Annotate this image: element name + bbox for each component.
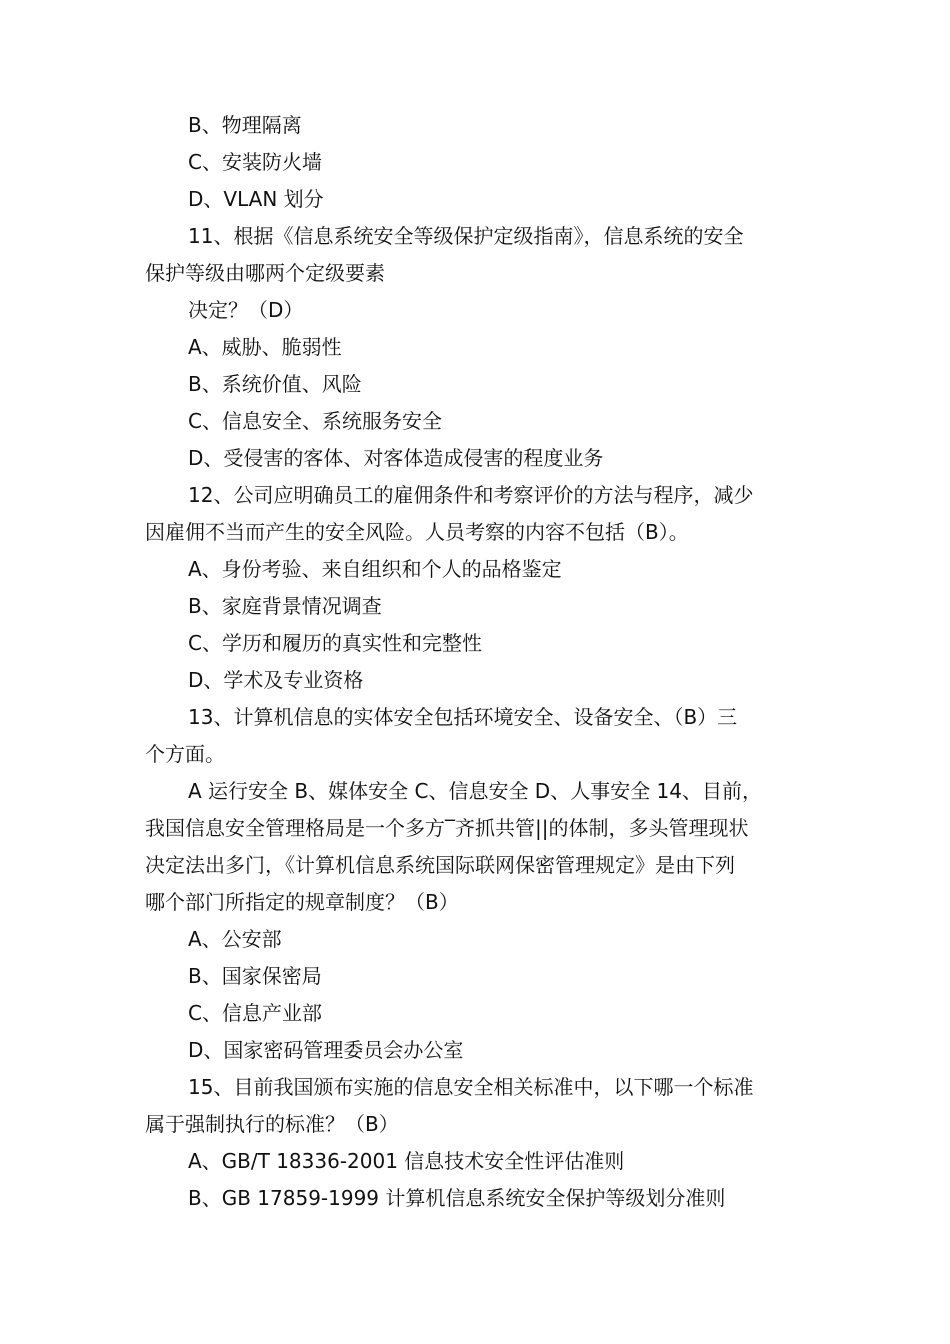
text-line: D、国家密码管理委员会办公室	[188, 1038, 464, 1062]
text-line: A、公安部	[188, 927, 282, 951]
text-line: A、GB/T 18336-2001 信息技术安全性评估准则	[188, 1149, 625, 1173]
text-line: 决定法出多门，《计算机信息系统国际联网保密管理规定》是由下列	[145, 853, 735, 877]
text-line: C、安装防火墙	[188, 150, 322, 174]
text-line: A 运行安全 B、媒体安全 C、信息安全 D、人事安全 14、目前，	[188, 779, 763, 803]
text-line: B、家庭背景情况调查	[188, 594, 382, 618]
text-line: 12、公司应明确员工的雇佣条件和考察评价的方法与程序，减少	[188, 483, 754, 507]
text-line: D、VLAN 划分	[188, 187, 324, 211]
text-line: 决定？（D）	[188, 298, 304, 322]
text-line: 个方面。	[145, 742, 225, 766]
text-line: 属于强制执行的标准？（B）	[145, 1112, 399, 1136]
text-line: 因雇佣不当而产生的安全风险。人员考察的内容不包括（B）。	[145, 520, 689, 544]
text-line: C、学历和履历的真实性和完整性	[188, 631, 482, 655]
text-line: 我国信息安全管理格局是一个多方‾齐抓共管||的体制，多头管理现状	[145, 816, 749, 840]
document-page	[145, 107, 810, 1217]
text-line: 哪个部门所指定的规章制度？（B）	[145, 890, 459, 914]
text-line: B、国家保密局	[188, 964, 322, 988]
text-line: B、GB 17859-1999 计算机信息系统安全保护等级划分准则	[188, 1186, 726, 1210]
text-line: B、系统价值、风险	[188, 372, 362, 396]
text-line: D、学术及专业资格	[188, 668, 364, 692]
text-line: A、身份考验、来自组织和个人的品格鉴定	[188, 557, 562, 581]
text-line: 15、目前我国颁布实施的信息安全相关标准中，以下哪一个标准	[188, 1075, 754, 1099]
text-line: B、物理隔离	[188, 113, 302, 137]
text-line: 保护等级由哪两个定级要素	[145, 261, 385, 285]
text-line: A、威胁、脆弱性	[188, 335, 342, 359]
text-line: D、受侵害的客体、对客体造成侵害的程度业务	[188, 446, 604, 470]
text-line: C、信息产业部	[188, 1001, 322, 1025]
text-line: 11、根据《信息系统安全等级保护定级指南》，信息系统的安全	[188, 224, 744, 248]
text-line: C、信息安全、系统服务安全	[188, 409, 442, 433]
text-line: 13、计算机信息的实体安全包括环境安全、设备安全、（B）三	[188, 705, 738, 729]
